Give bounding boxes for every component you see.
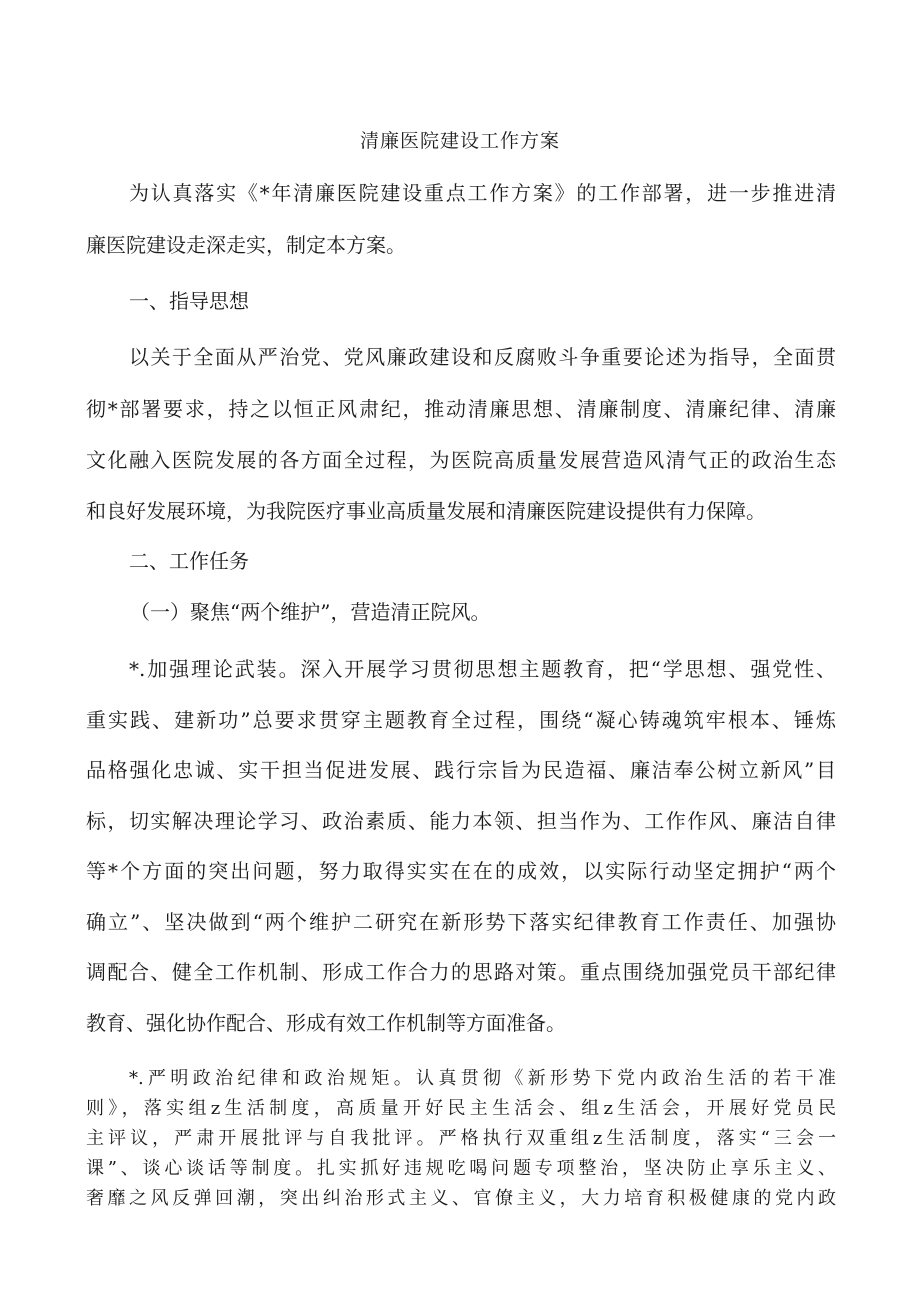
paragraph-line: 重实践、建新功”总要求贯穿主题教育全过程，围绕“凝心铸魂筑牢根本、锤炼 — [86, 708, 836, 732]
paragraph-line: 和良好发展环境，为我院医疗事业高质量发展和清廉医院建设提供有力保障。 — [86, 499, 766, 523]
paragraph-line: 调配合、健全工作机制、形成工作合力的思路对策。重点围绕加强党员干部纪律 — [86, 960, 836, 984]
section-heading-guiding-thought: 一、指导思想 — [129, 289, 249, 313]
paragraph-line: 主评议，严肃开展批评与自我批评。严格执行双重组z生活制度，落实“三会一 — [86, 1128, 836, 1149]
paragraph-line: 确立”、坚决做到“两个维护二研究在新形势下落实纪律教育工作责任、加强协 — [86, 910, 836, 934]
paragraph-line: 彻*部署要求，持之以恒正风肃纪，推动清廉思想、清廉制度、清廉纪律、清廉 — [86, 397, 836, 421]
paragraph-line: 以关于全面从严治党、党风廉政建设和反腐败斗争重要论述为指导，全面贯 — [129, 345, 836, 369]
paragraph-line: 标，切实解决理论学习、政治素质、能力本领、担当作为、工作作风、廉洁自律 — [86, 809, 836, 833]
paragraph-line: 教育、强化协作配合、形成有效工作机制等方面准备。 — [86, 1011, 566, 1035]
paragraph-line: 文化融入医院发展的各方面全过程，为医院高质量发展营造风清气正的政治生态 — [86, 448, 836, 472]
paragraph-line: 则》，落实组z生活制度，高质量开好民主生活会、组z生活会，开展好党员民 — [86, 1098, 836, 1119]
paragraph-line: 奢靡之风反弹回潮，突出纠治形式主义、官僚主义，大力培育积极健康的党内政 — [86, 1188, 836, 1209]
document-title: 清廉医院建设工作方案 — [359, 130, 560, 152]
paragraph-line: *.严明政治纪律和政治规矩。认真贯彻《新形势下党内政治生活的若干准 — [129, 1068, 836, 1089]
section-heading-work-tasks: 二、工作任务 — [129, 549, 249, 573]
subsection-heading: （一）聚焦“两个维护”，营造清正院风。 — [130, 600, 491, 624]
paragraph-line: *.加强理论武装。深入开展学习贯彻思想主题教育，把“学思想、强党性、 — [129, 657, 836, 681]
intro-line: 为认真落实《*年清廉医院建设重点工作方案》的工作部署，进一步推进清 — [129, 181, 836, 205]
intro-line: 廉医院建设走深走实，制定本方案。 — [86, 233, 406, 257]
paragraph-line: 品格强化忠诚、实干担当促进发展、践行宗旨为民造福、廉洁奉公树立新风”目 — [86, 758, 836, 782]
paragraph-line: 课”、谈心谈话等制度。扎实抓好违规吃喝问题专项整治，坚决防止享乐主义、 — [86, 1158, 836, 1179]
paragraph-line: 等*个方面的突出问题，努力取得实实在在的成效，以实际行动坚定拥护“两个 — [86, 859, 836, 883]
